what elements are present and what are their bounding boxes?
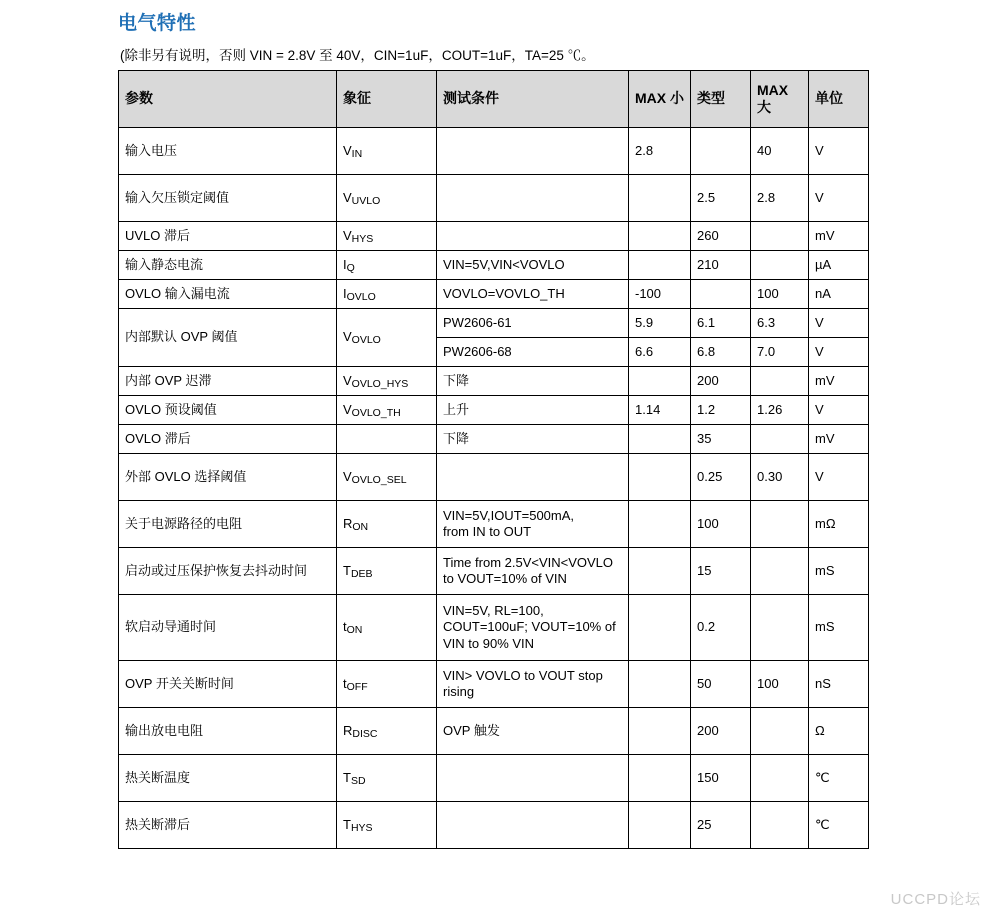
symbol-main: I — [343, 285, 347, 301]
cell-max: 6.3 — [751, 309, 809, 338]
symbol-subscript: Q — [346, 261, 355, 274]
symbol-main: V — [343, 468, 352, 484]
symbol-main: V — [343, 401, 352, 417]
symbol-subscript: UVLO — [351, 194, 381, 207]
cell-parameter: 内部 OVP 迟滞 — [119, 367, 337, 396]
cell-parameter: 外部 OVLO 选择阈值 — [119, 454, 337, 501]
cell-min — [629, 501, 691, 548]
table-row — [119, 501, 869, 548]
symbol-subscript: SD — [350, 774, 366, 787]
symbol-main: V — [343, 329, 352, 345]
cell-unit: µA — [809, 251, 869, 280]
page-title: 电气特性 — [118, 13, 197, 34]
col-header-unit: 单位 — [809, 71, 869, 128]
condition-line: COUT=100uF; VOUT=10% of — [443, 619, 616, 635]
cell-typ — [691, 280, 751, 309]
cell-max: 40 — [751, 128, 809, 175]
table-header-row — [119, 71, 869, 128]
cell-max — [751, 367, 809, 396]
table-row — [119, 425, 869, 454]
cell-parameter: 关于电源路径的电阻 — [119, 501, 337, 548]
table-row — [119, 661, 869, 708]
symbol-subscript: OVLO — [346, 290, 376, 303]
col-header-parameter: 参数 — [119, 71, 337, 128]
table-body — [119, 128, 869, 849]
table-row — [119, 454, 869, 501]
table-row — [119, 802, 869, 849]
cell-unit: mV — [809, 425, 869, 454]
cell-min: 1.14 — [629, 396, 691, 425]
cell-conditions: 下降 — [437, 425, 629, 454]
watermark: UCCPD论坛 — [890, 891, 981, 908]
table-row — [119, 309, 869, 338]
cell-unit: V — [809, 454, 869, 501]
symbol-subscript: ON — [352, 520, 369, 533]
col-header-min-line2: 小 — [670, 90, 685, 107]
cell-min — [629, 708, 691, 755]
table-row — [119, 548, 869, 595]
cell-parameter: 输入电压 — [119, 128, 337, 175]
cell-parameter: OVLO 输入漏电流 — [119, 280, 337, 309]
cell-max — [751, 548, 809, 595]
cell-symbol — [337, 396, 437, 425]
symbol-subscript: OFF — [346, 680, 368, 693]
condition-line: VIN> VOVLO to VOUT stop — [443, 667, 603, 683]
cell-parameter: UVLO 滞后 — [119, 222, 337, 251]
cell-typ: 6.8 — [691, 338, 751, 367]
cell-conditions: 上升 — [437, 396, 629, 425]
cell-min: -100 — [629, 280, 691, 309]
col-header-min-line1: MAX — [635, 90, 667, 107]
table-row — [119, 367, 869, 396]
cell-symbol — [337, 802, 437, 849]
cell-conditions — [437, 802, 629, 849]
cell-typ: 6.1 — [691, 309, 751, 338]
cell-symbol — [337, 175, 437, 222]
cell-min — [629, 548, 691, 595]
cell-symbol — [337, 309, 437, 367]
cell-min — [629, 595, 691, 661]
symbol-subscript: OVLO_HYS — [351, 377, 409, 390]
cell-max: 100 — [751, 661, 809, 708]
cell-conditions — [437, 548, 629, 595]
symbol-main: I — [343, 256, 347, 272]
cell-min — [629, 661, 691, 708]
col-header-conditions: 测试条件 — [437, 71, 629, 128]
symbol-main: V — [343, 227, 352, 243]
cell-conditions — [437, 454, 629, 501]
col-header-typ: 类型 — [691, 71, 751, 128]
cell-unit: mΩ — [809, 501, 869, 548]
cell-min — [629, 755, 691, 802]
cell-max — [751, 708, 809, 755]
test-conditions-note: (除非另有说明，否则 VIN = 2.8V 至 40V，CIN=1uF，COUT=1uF，TA=25 ℃。 — [120, 48, 595, 63]
cell-symbol — [337, 661, 437, 708]
condition-line: to VOUT=10% of VIN — [443, 571, 567, 586]
cell-typ: 2.5 — [691, 175, 751, 222]
condition-line: VIN=5V,IOUT=500mA, — [443, 507, 575, 523]
electrical-characteristics-table — [118, 70, 869, 849]
cell-symbol — [337, 548, 437, 595]
cell-typ: 260 — [691, 222, 751, 251]
cell-max — [751, 802, 809, 849]
cell-conditions: PW2606-61 — [437, 309, 629, 338]
symbol-subscript: HYS — [351, 232, 374, 245]
cell-max — [751, 425, 809, 454]
cell-min: 2.8 — [629, 128, 691, 175]
cell-min — [629, 802, 691, 849]
symbol-subscript: ON — [346, 624, 363, 637]
cell-min — [629, 425, 691, 454]
cell-typ: 25 — [691, 802, 751, 849]
cell-typ: 0.2 — [691, 595, 751, 661]
symbol-subscript: HYS — [350, 821, 373, 834]
cell-typ: 210 — [691, 251, 751, 280]
cell-typ: 200 — [691, 367, 751, 396]
cell-min — [629, 454, 691, 501]
symbol-main: V — [343, 142, 352, 158]
col-header-max-line2: 大 — [757, 99, 771, 115]
cell-typ: 0.25 — [691, 454, 751, 501]
cell-parameter: 内部默认 OVP 阈值 — [119, 309, 337, 367]
table-row — [119, 708, 869, 755]
cell-min — [629, 251, 691, 280]
cell-max — [751, 595, 809, 661]
cell-max — [751, 501, 809, 548]
cell-parameter: OVLO 滞后 — [119, 425, 337, 454]
cell-parameter: 输出放电电阻 — [119, 708, 337, 755]
symbol-main: T — [343, 769, 351, 785]
cell-typ: 200 — [691, 708, 751, 755]
cell-conditions: VIN=5V,VIN<VOVLO — [437, 251, 629, 280]
cell-unit: nA — [809, 280, 869, 309]
cell-parameter: 输入欠压锁定阈值 — [119, 175, 337, 222]
cell-max: 100 — [751, 280, 809, 309]
cell-conditions — [437, 128, 629, 175]
col-header-max — [751, 71, 809, 128]
cell-conditions — [437, 755, 629, 802]
condition-line: VIN to 90% VIN — [443, 635, 535, 651]
cell-unit: mV — [809, 222, 869, 251]
cell-conditions — [437, 222, 629, 251]
cell-max: 1.26 — [751, 396, 809, 425]
cell-parameter: OVLO 预设阈值 — [119, 396, 337, 425]
cell-unit: V — [809, 175, 869, 222]
symbol-subscript: DISC — [352, 727, 378, 740]
cell-conditions: 下降 — [437, 367, 629, 396]
cell-typ — [691, 128, 751, 175]
cell-parameter: 软启动导通时间 — [119, 595, 337, 661]
cell-min — [629, 222, 691, 251]
condition-line: rising — [443, 684, 475, 699]
cell-unit: V — [809, 338, 869, 367]
cell-symbol — [337, 251, 437, 280]
cell-parameter: 启动或过压保护恢复去抖动时间 — [119, 548, 337, 595]
symbol-main: V — [343, 189, 352, 205]
table-row — [119, 755, 869, 802]
symbol-main: R — [343, 722, 353, 738]
cell-max: 7.0 — [751, 338, 809, 367]
symbol-main: t — [343, 619, 347, 635]
table-row — [119, 175, 869, 222]
cell-unit: V — [809, 128, 869, 175]
cell-typ: 150 — [691, 755, 751, 802]
cell-unit: V — [809, 309, 869, 338]
cell-symbol — [337, 128, 437, 175]
cell-symbol — [337, 280, 437, 309]
cell-conditions — [437, 661, 629, 708]
cell-min: 6.6 — [629, 338, 691, 367]
cell-max — [751, 755, 809, 802]
cell-typ: 15 — [691, 548, 751, 595]
cell-symbol — [337, 367, 437, 396]
cell-max: 0.30 — [751, 454, 809, 501]
cell-min: 5.9 — [629, 309, 691, 338]
cell-conditions — [437, 595, 629, 661]
cell-max: 2.8 — [751, 175, 809, 222]
cell-typ: 1.2 — [691, 396, 751, 425]
table-row — [119, 396, 869, 425]
symbol-subscript: OVLO_SEL — [351, 473, 407, 486]
cell-parameter: 热关断滞后 — [119, 802, 337, 849]
cell-conditions — [437, 175, 629, 222]
col-header-max-line1: MAX — [757, 81, 789, 98]
symbol-main: V — [343, 372, 352, 388]
cell-unit: mS — [809, 595, 869, 661]
cell-symbol — [337, 425, 437, 454]
symbol-main: R — [343, 515, 353, 531]
symbol-main: T — [343, 816, 351, 832]
condition-line: Time from 2.5V<VIN<VOVLO — [443, 554, 614, 570]
cell-parameter: 热关断温度 — [119, 755, 337, 802]
cell-conditions — [437, 501, 629, 548]
symbol-subscript: DEB — [350, 567, 373, 580]
table-row — [119, 222, 869, 251]
col-header-symbol: 象征 — [337, 71, 437, 128]
cell-parameter: 输入静态电流 — [119, 251, 337, 280]
cell-unit: mS — [809, 548, 869, 595]
cell-conditions: VOVLO=VOVLO_TH — [437, 280, 629, 309]
symbol-main: t — [343, 675, 347, 691]
cell-max — [751, 222, 809, 251]
cell-unit: ℃ — [809, 802, 869, 849]
cell-symbol — [337, 755, 437, 802]
cell-unit: ℃ — [809, 755, 869, 802]
cell-symbol — [337, 501, 437, 548]
symbol-subscript: OVLO — [351, 334, 381, 347]
cell-unit: V — [809, 396, 869, 425]
col-header-min — [629, 71, 691, 128]
cell-unit: mV — [809, 367, 869, 396]
cell-symbol — [337, 708, 437, 755]
cell-conditions: OVP 触发 — [437, 708, 629, 755]
cell-unit: Ω — [809, 708, 869, 755]
symbol-subscript: IN — [351, 147, 363, 160]
table-row — [119, 128, 869, 175]
cell-symbol — [337, 222, 437, 251]
cell-typ: 50 — [691, 661, 751, 708]
cell-max — [751, 251, 809, 280]
cell-typ: 35 — [691, 425, 751, 454]
table-row — [119, 251, 869, 280]
condition-line: from IN to OUT — [443, 524, 532, 539]
table-row — [119, 595, 869, 661]
cell-min — [629, 175, 691, 222]
cell-typ: 100 — [691, 501, 751, 548]
cell-unit: nS — [809, 661, 869, 708]
cell-conditions: PW2606-68 — [437, 338, 629, 367]
symbol-subscript: OVLO_TH — [351, 406, 401, 419]
symbol-main: T — [343, 562, 351, 578]
cell-symbol — [337, 454, 437, 501]
condition-line: VIN=5V, RL=100, — [443, 603, 544, 619]
cell-symbol — [337, 595, 437, 661]
table-row — [119, 280, 869, 309]
cell-parameter: OVP 开关关断时间 — [119, 661, 337, 708]
cell-min — [629, 367, 691, 396]
